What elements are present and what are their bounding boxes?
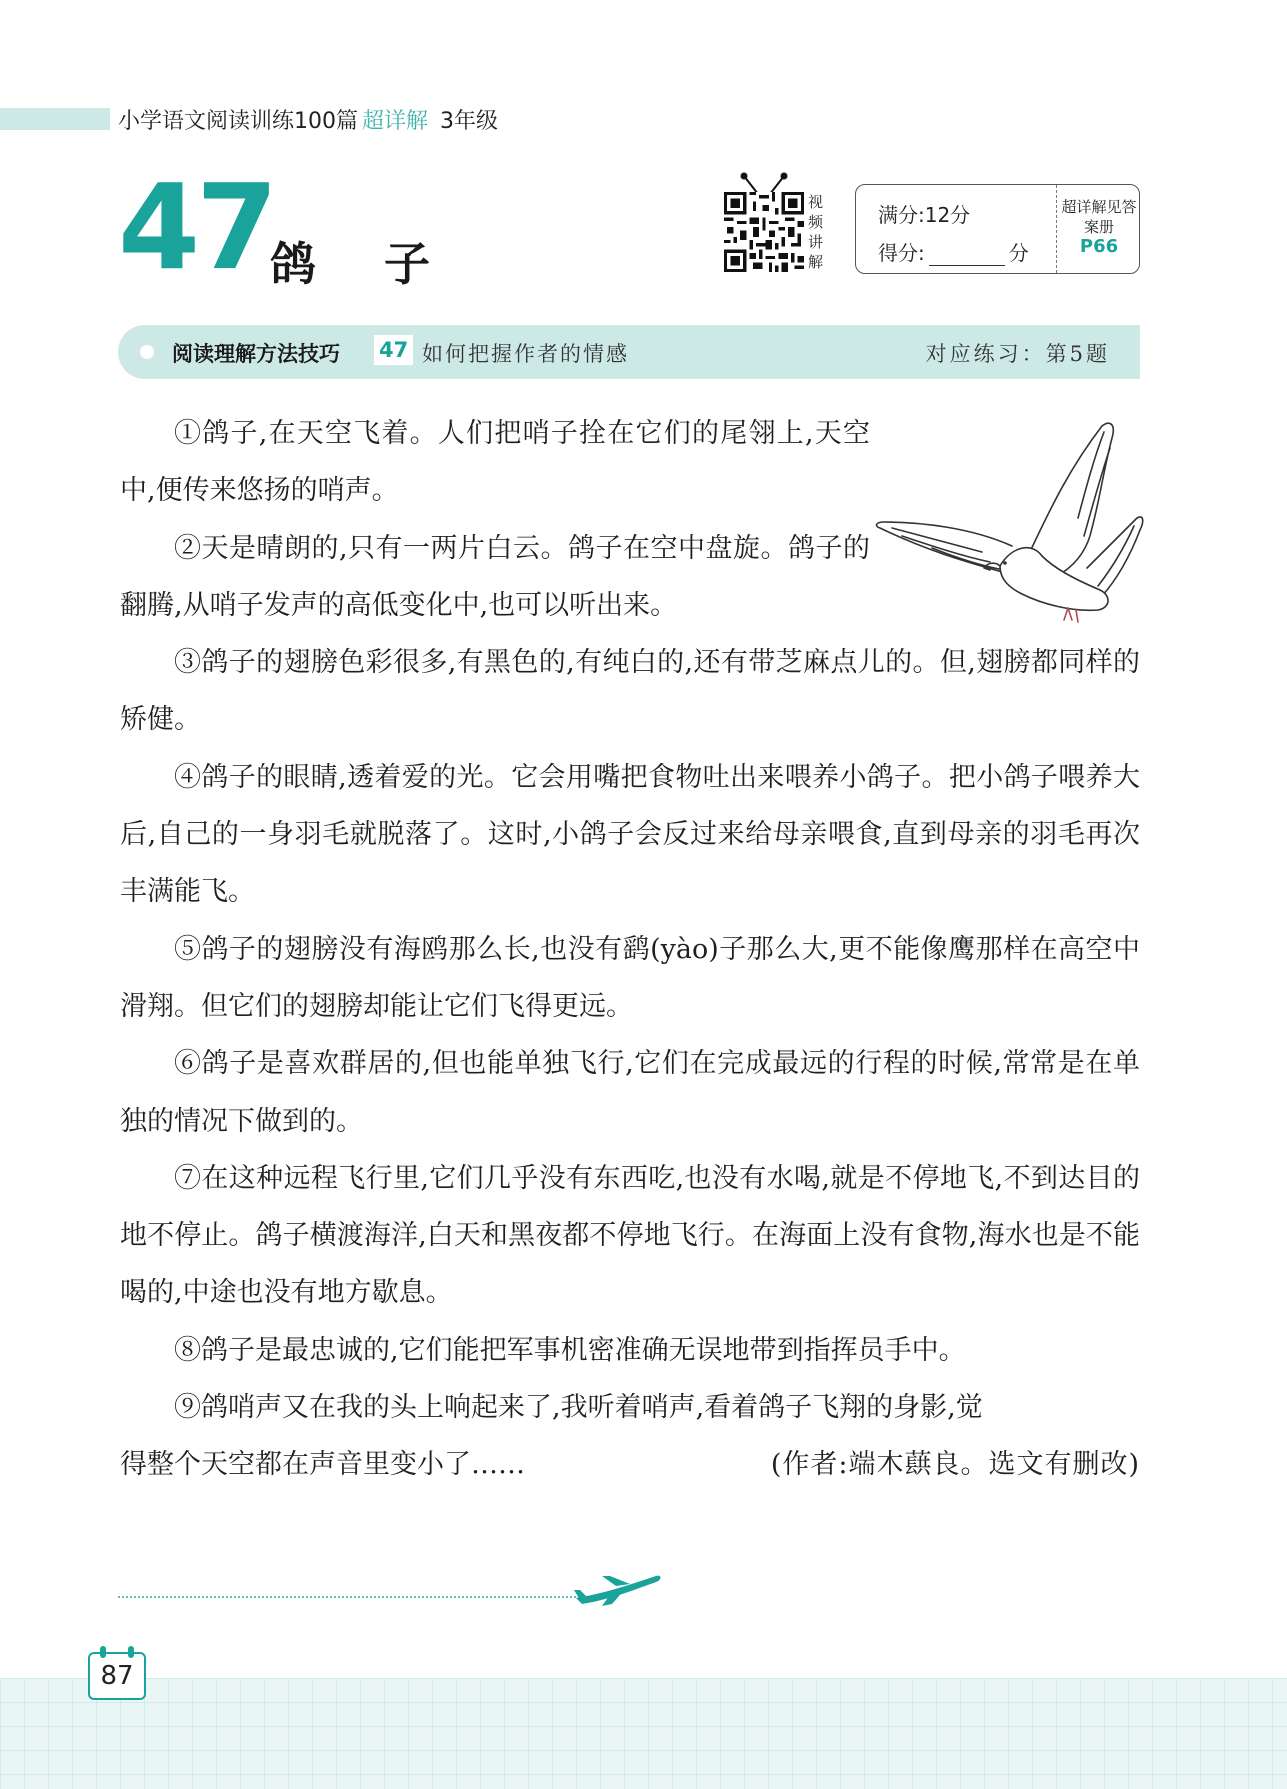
score-box [855,184,1140,274]
paragraph-1: ①鸽子,在天空飞着。人们把哨子拴在它们的尾翎上,天空中,便传来悠扬的哨声。 [120,418,870,507]
paragraph-9-ending: 得整个天空都在声音里变小了…… [120,1449,525,1481]
paragraph-5: ⑤鸽子的翅膀没有海鸥那么长,也没有鹞(yào)子那么大,更不能像鹰那样在高空中滑翔。但它们的翅膀却能让它们飞得更远。 [120,933,1140,1022]
full-score: 满分:12分 [878,203,971,227]
page-number-badge [88,1652,146,1700]
answer-page: P66 [1079,236,1119,257]
score-divider [1056,185,1057,273]
paragraph-7: ⑦在这种远程飞行里,它们几乎没有东西吃,也没有水喝,就是不停地飞,不到达目的地不停止。鸽子横渡海洋,白天和黑夜都不停地飞行。在海面上没有食物,海水也是不能喝的,中途也没有地方歇息。 [120,1162,1140,1309]
footer-grid [0,1678,1287,1789]
got-score-label: 得分: [878,241,925,265]
answer-note [1060,197,1138,257]
article-body [120,405,1140,1494]
calendar-ring-icon [128,1646,134,1658]
book-title: 小学语文阅读训练100篇 [118,109,358,134]
qr-video-label[interactable]: 视频讲解 [808,193,824,271]
paragraph-4: ④鸽子的眼睛,透着爱的光。它会用嘴把食物吐出来喂养小鸽子。把小鸽子喂养大后,自己的一身羽毛就脱落了。这时,小鸽子会反过来给母亲喂食,直到母亲的羽毛再次丰满能飞。 [120,761,1140,908]
got-score [878,237,1029,266]
page-number: 87 [100,1661,134,1691]
method-label: 阅读理解方法技巧 [172,342,340,366]
banner-dot-icon [140,345,154,359]
paragraph-9-line-1: ⑨鸽哨声又在我的头上响起来了,我听着哨声,看着鸽子飞翔的身影,觉 [174,1392,983,1424]
paragraph-6: ⑥鸽子是喜欢群居的,但也能单独飞行,它们在完成最远的行程的时候,常常是在单独的情况下做到的。 [120,1048,1140,1137]
book-accent: 超详解 [362,109,429,134]
dotted-divider [118,1596,588,1598]
qr-code-icon[interactable] [724,192,804,272]
paragraph-3: ③鸽子的翅膀色彩很多,有黑色的,有纯白的,还有带芝麻点儿的。但,翅膀都同样的矫健。 [120,647,1140,736]
header-accent-bar [0,108,110,130]
attribution: (作者:端木蕻良。选文有删改) [770,1449,1140,1481]
got-score-unit: 分 [1008,241,1029,265]
paragraph-9-line-2 [120,1436,1140,1493]
airplane-icon [572,1568,662,1608]
lesson-number: 47 [118,158,275,296]
practice-reference: 对应练习：第5题 [925,342,1110,366]
book-header [118,104,498,135]
grade-label: 3年级 [440,109,499,134]
answer-note-text: 超详解见答案册 [1061,198,1137,236]
paragraph-2: ②天是晴朗的,只有一两片白云。鸽子在空中盘旋。鸽子的翻腾,从哨子发声的高低变化中,也可以听出来。 [120,532,870,621]
method-description: 如何把握作者的情感 [422,342,629,366]
paragraph-8: ⑧鸽子是最忠诚的,它们能把军事机密准确无误地带到指挥员手中。 [174,1334,966,1366]
calendar-ring-icon [100,1646,106,1658]
score-blank[interactable] [929,245,1005,266]
method-banner [118,325,1140,379]
method-number: 47 [374,335,413,365]
lesson-title: 鸽 子 [270,237,457,291]
